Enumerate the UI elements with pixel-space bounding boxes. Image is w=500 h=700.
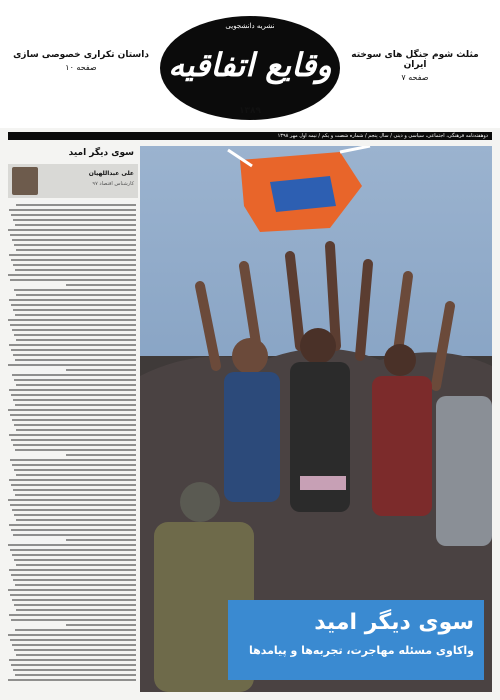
text-line	[12, 599, 136, 601]
text-line	[15, 674, 136, 676]
text-line	[12, 509, 136, 511]
text-line	[16, 609, 136, 611]
text-line	[11, 484, 136, 486]
text-line	[16, 564, 136, 566]
text-line	[16, 654, 136, 656]
text-line	[11, 394, 136, 396]
text-line	[9, 659, 136, 661]
text-line	[15, 629, 136, 631]
text-line	[9, 344, 136, 346]
masthead	[0, 0, 500, 128]
text-line	[66, 284, 136, 286]
text-line	[16, 204, 136, 206]
avatar	[12, 167, 38, 195]
text-line	[16, 294, 136, 296]
teaser-right-page: صفحه ۷	[401, 73, 429, 82]
sidebar-article	[8, 146, 138, 692]
text-line	[11, 619, 136, 621]
text-line	[11, 304, 136, 306]
text-line	[13, 309, 136, 311]
text-line	[11, 574, 136, 576]
text-line	[66, 539, 136, 541]
text-line	[14, 244, 136, 246]
text-line	[12, 464, 136, 466]
text-line	[16, 339, 136, 341]
text-line	[14, 379, 136, 381]
text-line	[14, 559, 136, 561]
logo-title: وقایع اتفاقیه	[168, 46, 332, 84]
author-role: کارشناس اقتصاد ۹۷	[92, 181, 134, 187]
text-line	[8, 589, 136, 591]
text-line	[9, 614, 136, 616]
cover-subheadline: واکاوی مسئله مهاجرت، تجربه‌ها و پیامدها	[248, 644, 474, 657]
teaser-right[interactable]	[340, 50, 490, 82]
text-line	[16, 384, 136, 386]
text-line	[9, 524, 136, 526]
text-line	[15, 359, 136, 361]
text-line	[8, 499, 136, 501]
text-line	[8, 409, 136, 411]
text-line	[12, 644, 136, 646]
text-line	[8, 319, 136, 321]
text-line	[14, 604, 136, 606]
text-line	[12, 374, 136, 376]
text-line	[66, 624, 136, 626]
text-line	[11, 664, 136, 666]
text-line	[10, 414, 136, 416]
text-line	[13, 219, 136, 221]
text-line	[15, 224, 136, 226]
teaser-left-page: صفحه ۱۰	[65, 63, 97, 72]
text-line	[8, 634, 136, 636]
text-line	[16, 474, 136, 476]
text-line	[16, 519, 136, 521]
text-line	[13, 579, 136, 581]
text-line	[13, 669, 136, 671]
text-line	[8, 364, 136, 366]
text-line	[16, 429, 136, 431]
text-line	[11, 439, 136, 441]
text-line	[14, 469, 136, 471]
text-line	[13, 444, 136, 446]
text-line	[14, 334, 136, 336]
section-title: سوی دیگر امید	[68, 148, 134, 158]
text-line	[13, 264, 136, 266]
cover-banner	[228, 600, 484, 680]
text-line	[13, 399, 136, 401]
issue-info-bar: دوهفته‌نامه فرهنگی، اجتماعی، سیاسی و دینی / سال پنجم / شماره شصت و یکم / نیمه اول مهر ۱۳۹۸	[8, 132, 492, 140]
text-line	[12, 329, 136, 331]
logo-subtitle: نشریه دانشجویی	[225, 22, 275, 30]
text-line	[66, 454, 136, 456]
text-line	[8, 679, 136, 681]
text-line	[10, 234, 136, 236]
text-line	[10, 639, 136, 641]
teaser-left-title: داستان تکراری خصوصی سازی	[13, 50, 149, 60]
cover-headline: سوی دیگر امید	[314, 610, 474, 635]
text-line	[8, 274, 136, 276]
text-line	[10, 504, 136, 506]
text-line	[66, 369, 136, 371]
text-line	[11, 529, 136, 531]
text-line	[16, 249, 136, 251]
text-line	[9, 389, 136, 391]
text-line	[15, 449, 136, 451]
article-body-text	[8, 204, 138, 688]
text-line	[9, 569, 136, 571]
text-line	[11, 349, 136, 351]
text-line	[11, 214, 136, 216]
text-line	[14, 424, 136, 426]
text-line	[10, 279, 136, 281]
text-line	[15, 404, 136, 406]
text-line	[9, 479, 136, 481]
logo	[160, 16, 340, 120]
masthead-year: ۱۳۸۹	[239, 106, 261, 116]
text-line	[12, 554, 136, 556]
teaser-right-title: مثلث شوم جنگل های سوخته ایران	[351, 50, 479, 70]
author-name: علی عبداللهیان	[88, 170, 134, 177]
text-line	[15, 494, 136, 496]
text-line	[13, 534, 136, 536]
text-line	[10, 549, 136, 551]
text-line	[14, 289, 136, 291]
author-box	[8, 164, 138, 198]
text-line	[15, 269, 136, 271]
text-line	[13, 489, 136, 491]
text-line	[14, 514, 136, 516]
text-line	[10, 324, 136, 326]
text-line	[8, 229, 136, 231]
text-line	[8, 544, 136, 546]
teaser-left[interactable]	[6, 50, 156, 72]
text-line	[12, 239, 136, 241]
text-line	[15, 584, 136, 586]
text-line	[14, 649, 136, 651]
text-line	[10, 459, 136, 461]
text-line	[9, 254, 136, 256]
text-line	[9, 209, 136, 211]
text-line	[15, 314, 136, 316]
text-line	[9, 434, 136, 436]
text-line	[11, 259, 136, 261]
text-line	[9, 299, 136, 301]
text-line	[12, 419, 136, 421]
text-line	[10, 594, 136, 596]
text-line	[13, 354, 136, 356]
